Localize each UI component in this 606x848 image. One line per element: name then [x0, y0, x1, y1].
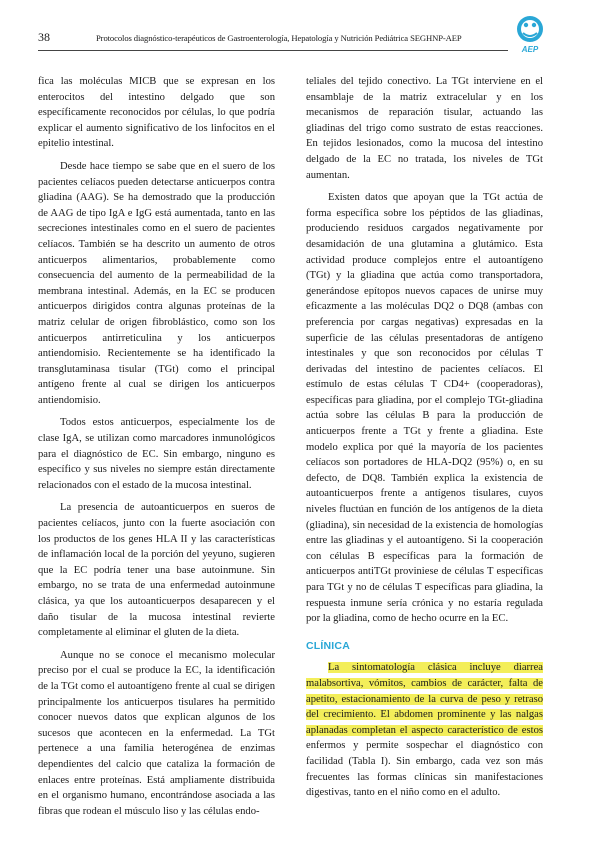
right-column — [306, 74, 543, 808]
left-column — [38, 74, 275, 826]
logo-text: AEP — [521, 45, 539, 54]
highlighted-text: La sintomatología clásica incluye diarrea malabsortiva, vómitos, cambios de carácter, falta de apetito, estacionamiento de la curva de peso y retraso del crecimiento. El abdomen prominente y las nalgas aplanadas completan el aspecto característico de estos — [306, 662, 543, 736]
paragraph: Desde hace tiempo se sabe que en el suero de los pacientes celíacos pueden detectarse anticuerpos contra gliadina (AAG). Se ha demostrado que la producción de AAG de tipo IgA e IgG está aumentada, tanto en las secreciones intestinales como en el suero de pacientes celíacos. También se ha descrito un aumento de otros anticuerpos alimentarios, probablemente como consecuencia del aumento de la permeabilidad de la membrana intestinal. Además, en la EC se producen anticuerpos dirigidos contra algunas proteínas de la matriz celular de origen fibroblástico, como son los anticuerpos antirreticulina y los anticuerpos antiendomisio. Recientemente se ha identificado la transglutaminasa tisular (TGt) como el principal antígeno frente al cual se dirigen los anticuerpos antiendomisio. — [38, 160, 275, 406]
paragraph-rest: enfermos y permite sospechar el diagnóstico con facilidad (Tabla I). Sin embargo, cada vez son más frecuentes las formas clínicas sin manifestaciones digestivas, tanto en el niño como en el adulto. — [306, 740, 543, 799]
paragraph: fica las moléculas MICB que se expresan en los enterocitos del intestino delgado que son específicamente reconocidos por células, lo que podría explicar el aumento significativo de los linfocitos en el epitelio intestinal. — [38, 76, 275, 150]
aep-logo-icon — [512, 14, 548, 54]
page-number: 38 — [38, 30, 50, 44]
clinica-paragraph — [306, 660, 543, 800]
paragraph: Todos estos anticuerpos, especialmente los de clase IgA, se utilizan como marcadores inmunológicos para el diagnóstico de EC. Sin embargo, ninguno es específico y sus niveles no siempre están directamente relacionados con el estado de la mucosa intestinal. — [38, 417, 275, 491]
page-header — [38, 28, 568, 50]
paragraph: La presencia de autoanticuerpos en sueros de pacientes celíacos, junto con la fuerte asociación con los productos de los genes HLA II y las características de inflamación local de la porción del yeyuno, sugieren que la EC podría tener una base autoinmune. Sin embargo, no se trata de una enfermedad autoinmune clásica, ya que los autoanticuerpos desaparecen y el daño tisular de la mucosa intestinal revierte completamente al eliminar el gluten de la dieta. — [38, 502, 275, 639]
section-title-clinica: CLÍNICA — [306, 639, 350, 652]
paragraph: Existen datos que apoyan que la TGt actúa de forma específica sobre los péptidos de las gliadinas, produciendo residuos cargados negativamente por desamidación de una glutamina a glutámico. Esta actividad produce complejos entre el autoantígeno (TGt) y la gliadina que actúa como transportadora, generándose epítopos nuevos capaces de unirse muy eficazmente a las moléculas DQ2 o DQ8 (ambas con preferencia por cargas negativas) expresadas en la superficie de las células presentadoras de antígeno intestinales y que son reconocidos por células T derivadas del intestino de pacientes celíacos. El estímulo de estas células T CD4+ (cooperadoras), específicas para gliadina, por el complejo TGt-gliadina actúa sobre las células B para la producción de anticuerpos frente a TGt y frente a gliadina. Este modelo explica por qué la mayoría de los pacientes celíacos son portadores de HLA-DQ2 (95%) o, en su defecto, de DQ8. También explica la existencia de autoanticuerpos frente a antígenos tisulares, cuyos niveles fluctúan en función de los antígenos de la dieta (gliadina), sin necesidad de la existencia de homologías entre las gliadinas y el autoantígeno. Si la cooperación con células B específicas para la formación de anticuerpos antiTGt proviniese de células T específicas para TGt y no de células T específicas para gliadina, la respuesta inmune sería crónica y no estaría regulada por la gliadina, como de hecho ocurre en la EC. — [306, 192, 543, 625]
paragraph: teliales del tejido conectivo. La TGt interviene en el ensamblaje de la matriz extracelular y en los mecanismos de reparación tisular, actuando las gliadinas del trigo como sustrato de estas reacciones. En tejidos lesionados, como la mucosa del intestino delgado de la EC no tratada, los niveles de TGt aumentan. — [306, 76, 543, 181]
paragraph: Aunque no se conoce el mecanismo molecular preciso por el cual se produce la EC, la identificación de la TGt como el autoantígeno frente al cual se dirigen principalmente los anticuerpos tisulares ha permitido conocer nuevos datos que explican algunos de los sucesos que acontecen en la enfermedad. La TGt pertenece a una familia heterogénea de enzimas dependientes del calcio que cataliza la formación de enlaces entre proteínas. Está ampliamente distribuida en el organismo humano, encontrándose asociada a las fibras que rodean el músculo liso y las células endo- — [38, 649, 275, 817]
aep-logo — [512, 14, 548, 54]
header-rule — [38, 50, 508, 51]
running-title: Protocolos diagnóstico-terapéuticos de Gastroenterología, Hepatología y Nutrición Pediátrica SEGHNP-AEP — [96, 33, 462, 43]
